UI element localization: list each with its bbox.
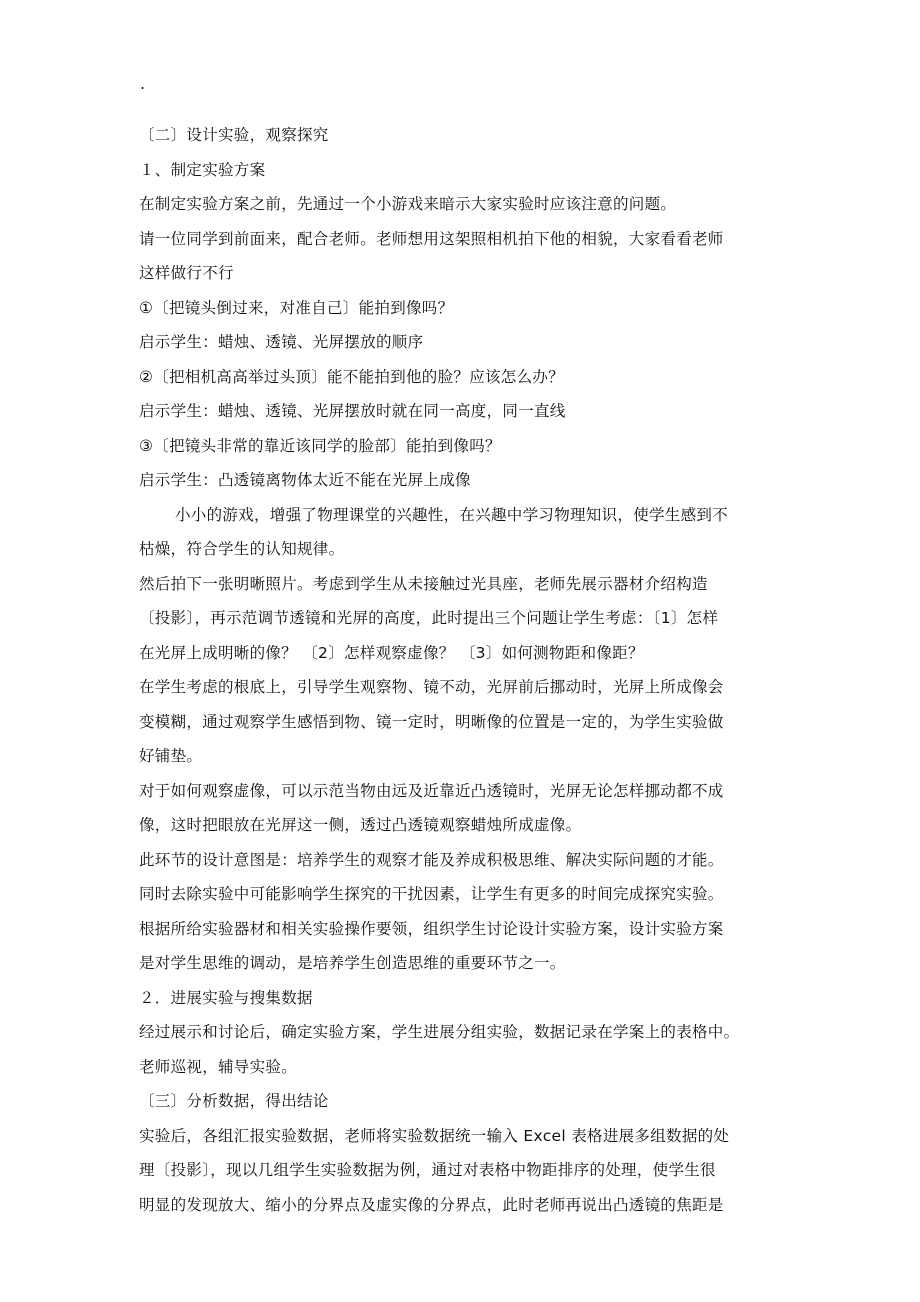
text-line: ③〔把镜头非常的靠近该同学的脸部〕能拍到像吗？ [139, 436, 501, 455]
text-line: 请一位同学到前面来，配合老师。老师想用这架照相机拍下他的相貌，大家看看老师 [139, 229, 724, 248]
text-line: 〔投影〕，再示范调节透镜和光屏的高度，此时提出三个问题让学生考虑：〔1〕怎样 [139, 609, 719, 627]
text-line: 启示学生：凸透镜离物体太近不能在光屏上成像 [139, 471, 471, 489]
text-line: 在光屏上成明晰的像？ 〔2〕怎样观察虚像？ 〔3〕如何测物距和像距？ [139, 643, 644, 662]
text-line: 此环节的设计意图是：培养学生的观察才能及养成积极思维、解决实际问题的才能。 [139, 850, 724, 869]
text-line: 像，这时把眼放在光屏这一侧，透过凸透镜观察蜡烛所成虚像。 [139, 816, 582, 834]
text-line: 〔二〕设计实验，观察探究 [139, 126, 329, 144]
document-body [139, 118, 789, 1222]
text-line: 老师巡视，辅导实验。 [139, 1057, 298, 1076]
text-line: ②〔把相机高高举过头顶〕能不能拍到他的脸？应该怎么办？ [139, 367, 564, 386]
text-line: 经过展示和讨论后，确定实验方案，学生进展分组实验，数据记录在学案上的表格中。 [139, 1023, 740, 1041]
text-line: 明显的发现放大、缩小的分界点及虚实像的分界点，此时老师再说出凸透镜的焦距是 [139, 1195, 724, 1214]
text-line: 启示学生：蜡烛、透镜、光屏摆放时就在同一高度，同一直线 [139, 402, 566, 420]
text-line: ①〔把镜头倒过来，对准自己〕能拍到像吗？ [139, 298, 454, 317]
text-line: 这样做行不行 [139, 264, 234, 282]
text-line: 实验后，各组汇报实验数据，老师将实验数据统一输入 Excel 表格进展多组数据的处 [139, 1126, 730, 1145]
text-line: 对于如何观察虚像，可以示范当物由远及近靠近凸透镜时，光屏无论怎样挪动都不成 [139, 781, 724, 800]
text-line: 启示学生：蜡烛、透镜、光屏摆放的顺序 [139, 333, 424, 351]
text-line: 〔三〕分析数据，得出结论 [139, 1092, 329, 1110]
text-line: 好铺垫。 [139, 747, 203, 765]
text-line: １、制定实验方案 [139, 160, 266, 179]
text-line: 小小的游戏，增强了物理课堂的兴趣性，在兴趣中学习物理知识，使学生感到不 [175, 505, 729, 524]
header-mark: . [140, 74, 146, 93]
text-line: 在制定实验方案之前，先通过一个小游戏来暗示大家实验时应该注意的问题。 [139, 195, 677, 213]
text-line: ２．进展实验与搜集数据 [139, 988, 313, 1007]
text-line: 然后拍下一张明晰照片。考虑到学生从未接触过光具座，老师先展示器材介绍构造 [139, 574, 708, 593]
text-line: 枯燥，符合学生的认知规律。 [139, 540, 345, 558]
text-line: 变模糊，通过观察学生感悟到物、镜一定时，明晰像的位置是一定的，为学生实验做 [139, 712, 724, 731]
text-line: 同时去除实验中可能影响学生探究的干扰因素，让学生有更多的时间完成探究实验。 [139, 885, 724, 903]
text-line: 根据所给实验器材和相关实验操作要领，组织学生讨论设计实验方案，设计实验方案 [139, 919, 724, 938]
text-line: 是对学生思维的调动，是培养学生创造思维的重要环节之一。 [139, 954, 566, 972]
text-line: 理〔投影〕，现以几组学生实验数据为例，通过对表格中物距排序的处理，使学生很 [139, 1161, 716, 1179]
text-line: 在学生考虑的根底上，引导学生观察物、镜不动，光屏前后挪动时，光屏上所成像会 [139, 678, 724, 696]
